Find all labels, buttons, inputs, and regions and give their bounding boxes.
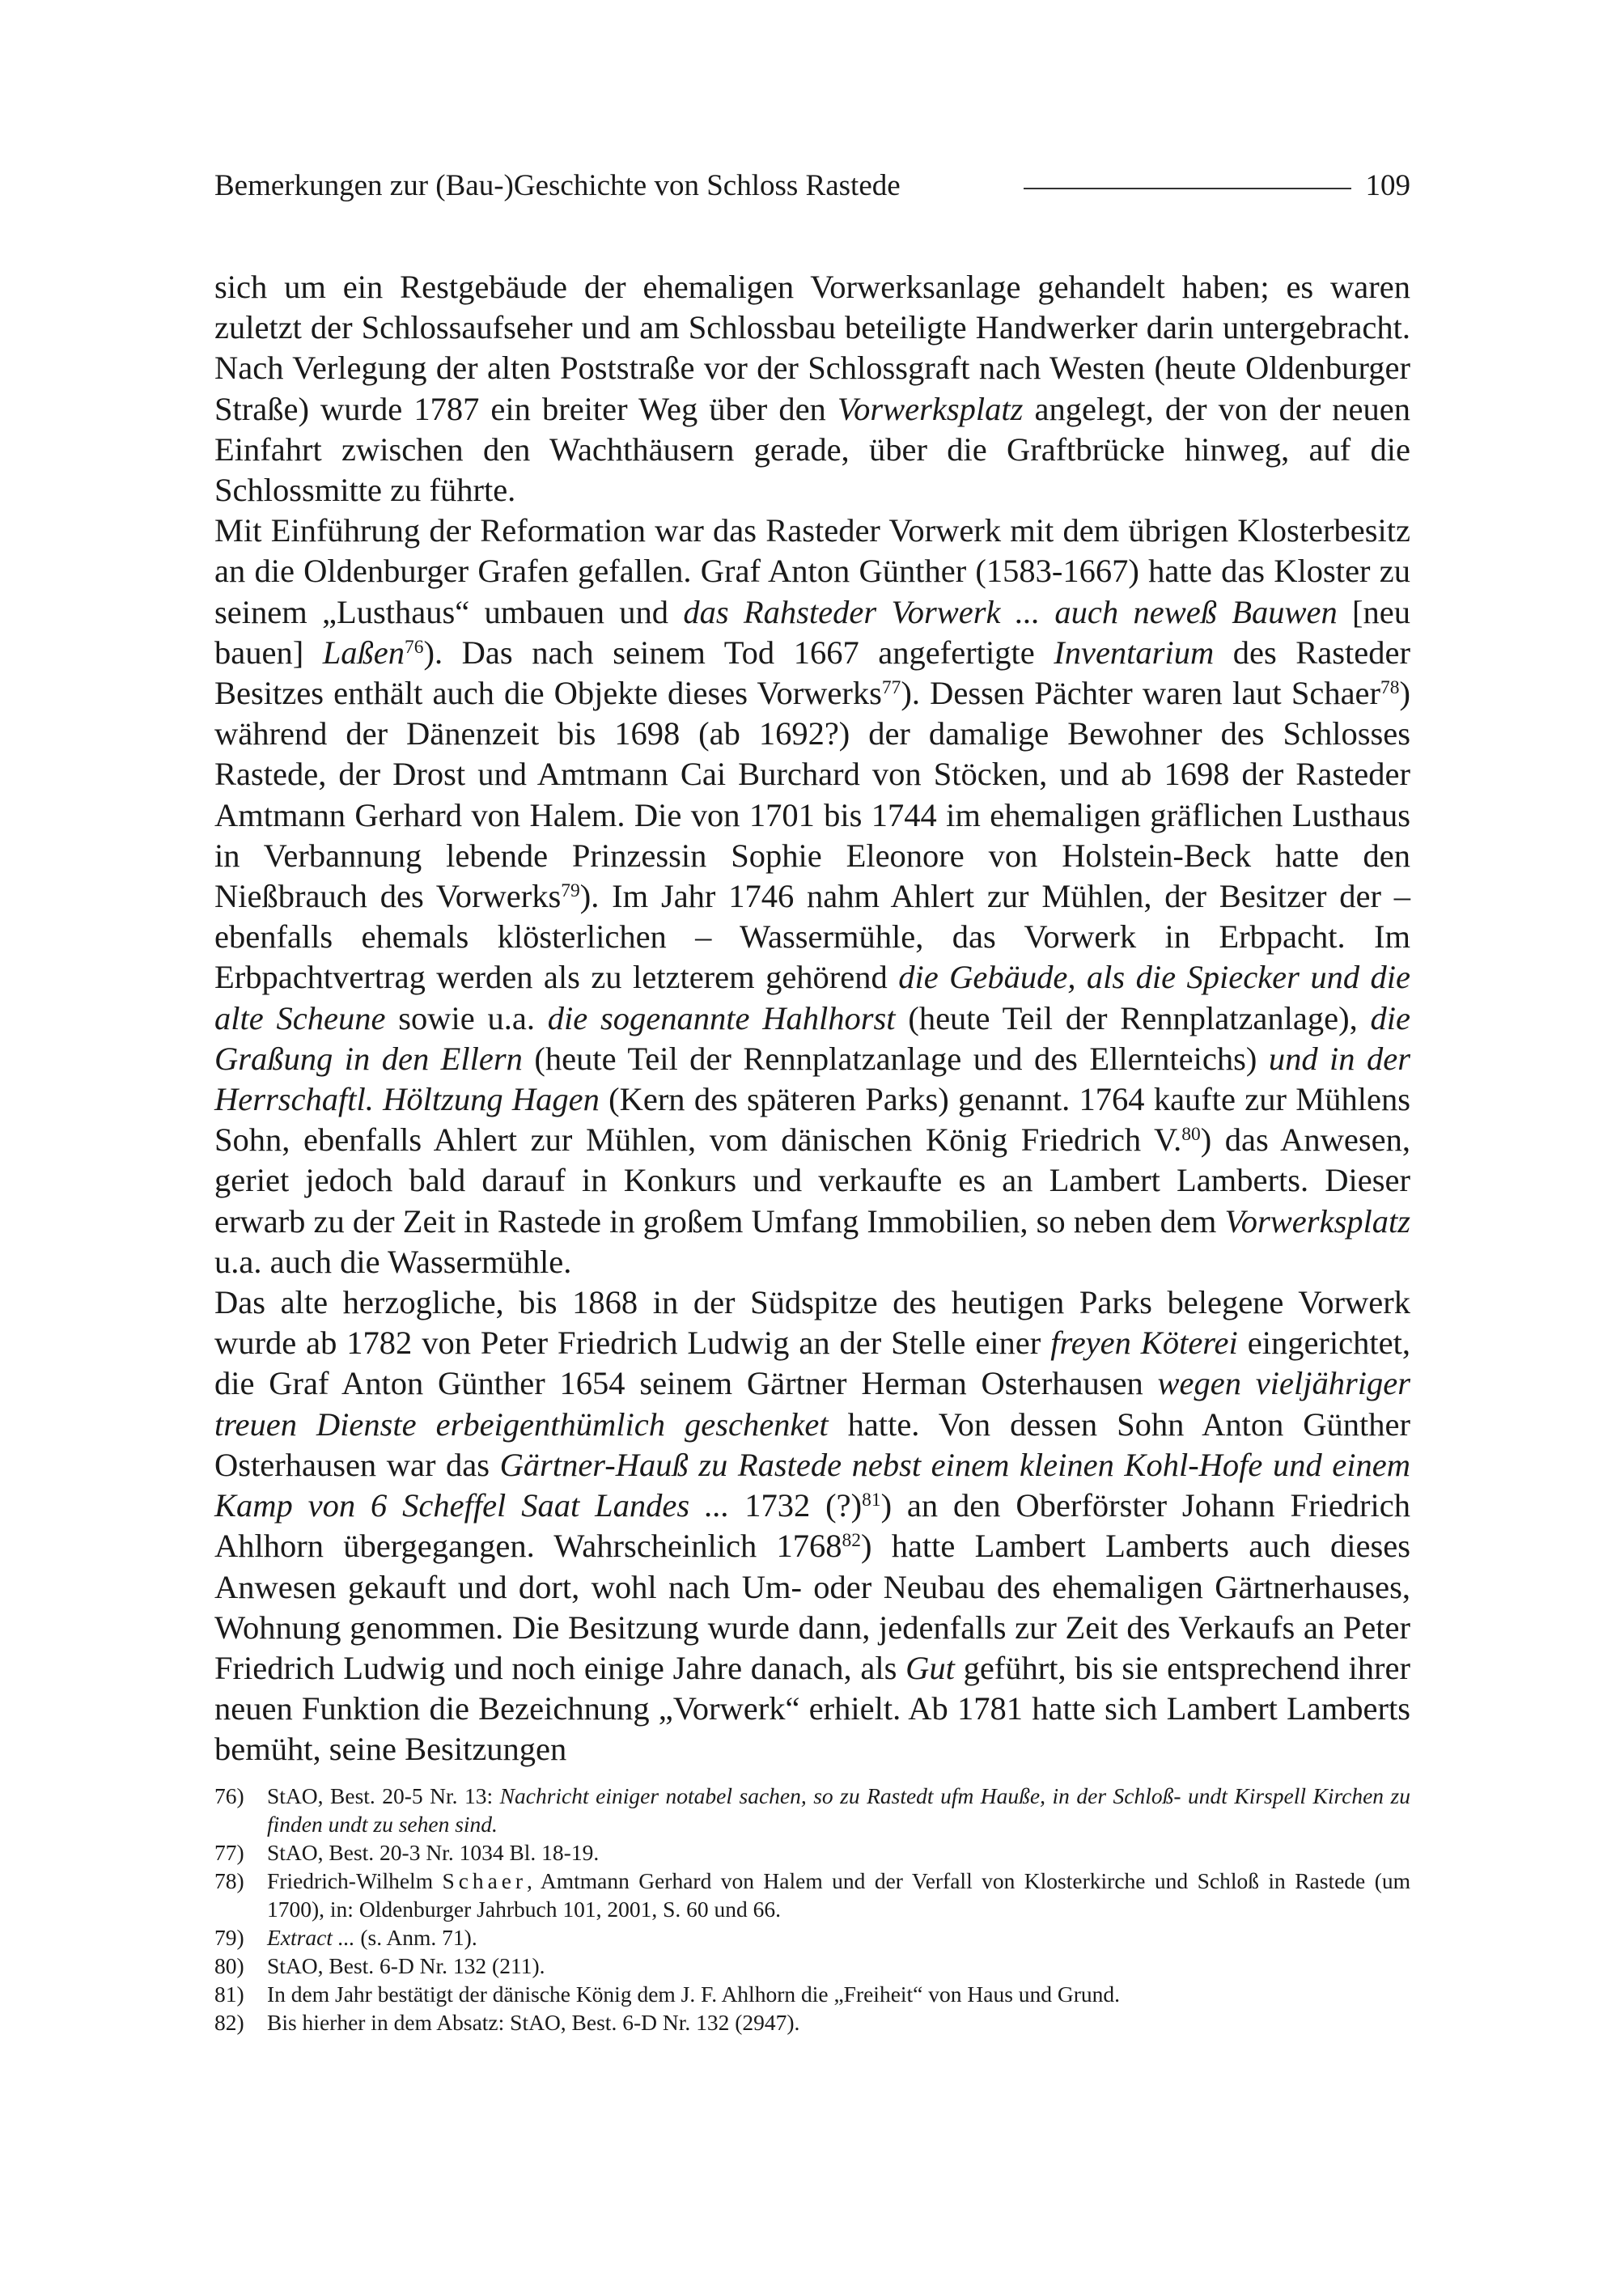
footnote-number: 77) bbox=[214, 1840, 244, 1865]
page-number: 109 bbox=[1365, 169, 1410, 202]
main-text bbox=[214, 267, 1410, 1770]
footnote bbox=[214, 1980, 1410, 2008]
text-run: (heute Teil der Rennplatzanlage), bbox=[895, 999, 1371, 1036]
text-run: sich um ein Restgebäude der ehemaligen Vorwerksanlage gehandelt haben; es waren zuletzt der Schlossaufseher und am Schlossbau beteiligte Handwerker darin untergebracht. Nach Verlegung der alten Poststraße vor der Schlossgraft nach Westen (heute Oldenburger Straße) wurde 1787 ein breiter Weg über den bbox=[214, 269, 1410, 427]
italic-text: die sogenannte Hahlhorst bbox=[547, 999, 896, 1036]
italic-text: Nachricht einiger notabel sachen, so zu Rastedt ufm Hauße, in der Schloß- undt Kirspell Kirchen zu finden undt zu sehen sind. bbox=[267, 1783, 1410, 1837]
italic-text: und in der Herrschaftl. Höltzung Hagen bbox=[214, 1040, 1411, 1118]
text-run: Das alte herzogliche, bis 1868 in der Südspitze des heutigen Parks belegene Vorwerk wurde ab 1782 von Peter Friedrich Ludwig an der Stelle einer bbox=[214, 1284, 1410, 1362]
text-run: ). Das nach seinem Tod 1667 angefertigte bbox=[423, 634, 1054, 671]
italic-text: Vorwerksplatz bbox=[1224, 1202, 1410, 1240]
footnote-ref: 78 bbox=[1380, 677, 1400, 699]
italic-text: freyen Köterei bbox=[1050, 1325, 1238, 1362]
text-run: ) an den Oberförster Johann Friedrich Ahlhorn übergegangen. Wahrscheinlich 1768 bbox=[214, 1487, 1411, 1565]
text-run: hatte. Von dessen Sohn Anton Günther Osterhausen war das bbox=[214, 1405, 1410, 1483]
text-run: , Amtmann Gerhard von Halem und der Verfall von Klosterkirche und Schloß in Rastede (um 1700), in: Oldenburger Jahrbuch 101, 2001, S. 60 und 66. bbox=[267, 1868, 1410, 1922]
text-run: angelegt, der von der neuen Einfahrt zwischen den Wachthäusern gerade, über die Graftbrücke hinweg, auf die Schlossmitte zu führte. bbox=[214, 390, 1410, 509]
text-run: StAO, Best. 20-5 Nr. 13: bbox=[267, 1783, 500, 1808]
text-run: StAO, Best. 6-D Nr. 132 (211). bbox=[267, 1953, 545, 1978]
footnote-number: 82) bbox=[214, 2010, 244, 2035]
footnote bbox=[214, 2008, 1410, 2037]
text-run: sowie u.a. bbox=[385, 999, 548, 1036]
footnote bbox=[214, 1838, 1410, 1867]
italic-text: Inventarium bbox=[1054, 634, 1215, 671]
footnote-number: 76) bbox=[214, 1783, 244, 1808]
footnote-ref: 81 bbox=[862, 1490, 881, 1511]
footnote-ref: 80 bbox=[1181, 1124, 1201, 1146]
italic-text: Laßen bbox=[322, 634, 405, 671]
text-run: Mit Einführung der Reformation war das Rasteder Vorwerk mit dem übrigen Klosterbesitz an die Oldenburger Grafen gefallen. Graf Anton Günther (1583-1667) hatte das Kloster zu seinem „Lusthaus“ umbauen und bbox=[214, 512, 1410, 630]
footnote-ref: 79 bbox=[561, 880, 580, 902]
running-header bbox=[214, 168, 1410, 204]
italic-text: die Graßung in den Ellern bbox=[214, 999, 1410, 1077]
text-run: Friedrich-Wilhelm bbox=[267, 1868, 443, 1893]
text-run: Bis hierher in dem Absatz: StAO, Best. 6-D Nr. 132 (2947). bbox=[267, 2010, 800, 2035]
footnote-ref: 77 bbox=[881, 677, 901, 699]
footnote-ref: 82 bbox=[842, 1530, 861, 1552]
text-run: geführt, bis sie entsprechend ihrer neuen Funktion die Bezeichnung „Vorwerk“ erhielt. Ab 1781 hatte sich Lambert Lamberts bemüht, seine Besitzungen bbox=[214, 1649, 1410, 1768]
header-rule bbox=[1024, 188, 1351, 189]
text-run: In dem Jahr bestätigt der dänische König dem J. F. Ahlhorn die „Freiheit“ von Haus und Grund. bbox=[267, 1981, 1121, 2007]
text-run: des Rasteder Besitzes enthält auch die Objekte dieses Vorwerks bbox=[214, 634, 1410, 712]
paragraph bbox=[214, 511, 1410, 1282]
footnote-ref: 76 bbox=[405, 636, 424, 658]
footnote-number: 81) bbox=[214, 1981, 244, 2007]
text-run: [neu bauen] bbox=[214, 593, 1410, 671]
text-run: 1732 (?) bbox=[729, 1487, 863, 1524]
text-run: ) das Anwesen, geriet jedoch bald darauf in Konkurs und verkaufte es an Lambert Lamberts. Dieser erwarb zu der Zeit in Rastede in großem Umfang Immobilien, so neben dem bbox=[214, 1121, 1410, 1240]
footnote bbox=[214, 1952, 1410, 1980]
footnote bbox=[214, 1782, 1410, 1838]
italic-text: Gärtner-Hauß zu Rastede nebst einem kleinen Kohl-Hofe und einem Kamp von 6 Scheffel Saat Landes ... bbox=[214, 1446, 1410, 1524]
italic-text: wegen vieljähriger treuen Dienste erbeigenthümlich geschenket bbox=[214, 1365, 1410, 1443]
footnote bbox=[214, 1923, 1410, 1952]
text-run: u.a. auch die Wassermühle. bbox=[214, 1243, 572, 1280]
text-run: Schaer bbox=[442, 1868, 528, 1893]
text-run: StAO, Best. 20-3 Nr. 1034 Bl. 18-19. bbox=[267, 1840, 600, 1865]
text-run: (heute Teil der Rennplatzanlage und des Ellernteichs) bbox=[522, 1040, 1269, 1077]
italic-text: Vorwerksplatz bbox=[837, 390, 1024, 427]
footnote-number: 79) bbox=[214, 1925, 244, 1950]
paragraph bbox=[214, 1282, 1410, 1770]
italic-text: die Gebäude, als die Spiecker und die alte Scheune bbox=[214, 959, 1410, 1036]
text-run: ) während der Dänenzeit bis 1698 (ab 1692?) der damalige Bewohner des Schlosses Rastede, der Drost und Amtmann Cai Burchard von Stöcken, und ab 1698 der Rasteder Amtmann Gerhard von Halem. Die von 1701 bis 1744 im ehemaligen gräflichen Lusthaus in Verbannung lebende Prinzessin Sophie Eleonore von Holstein-Beck hatte den Nießbrauch des Vorwerks bbox=[214, 675, 1410, 915]
footnote-number: 78) bbox=[214, 1868, 244, 1893]
text-run: ). Dessen Pächter waren laut Schaer bbox=[901, 675, 1381, 712]
text-run: eingerichtet, die Graf Anton Günther 1654 seinem Gärtner Herman Osterhausen bbox=[214, 1325, 1410, 1402]
italic-text: Extract ... bbox=[267, 1925, 355, 1950]
text-run: ). Im Jahr 1746 nahm Ahlert zur Mühlen, der Besitzer der – ebenfalls ehemals klösterlichen – Wassermühle, das Vorwerk in Erbpacht. Im Erbpachtvertrag werden als zu letzterem gehörend bbox=[214, 878, 1411, 996]
italic-text: das Rahsteder Vorwerk ... auch neweß Bauwen bbox=[683, 593, 1338, 630]
running-title: Bemerkungen zur (Bau-)Geschichte von Schloss Rastede bbox=[214, 169, 901, 202]
footnote bbox=[214, 1867, 1410, 1923]
text-run: ) hatte Lambert Lamberts auch dieses Anwesen gekauft und dort, wohl nach Um- oder Neubau des ehemaligen Gärtnerhauses, Wohnung genommen. Die Besitzung wurde dann, jedenfalls zur Zeit des Verkaufs an Peter Friedrich Ludwig und noch einige Jahre danach, als bbox=[214, 1528, 1410, 1686]
text-run: (Kern des späteren Parks) genannt. 1764 kaufte zur Mühlens Sohn, ebenfalls Ahlert zur Mühlen, vom dänischen König Friedrich V. bbox=[214, 1081, 1410, 1159]
footnotes bbox=[214, 1782, 1410, 2037]
text-run: (s. Anm. 71). bbox=[354, 1925, 477, 1950]
paragraph bbox=[214, 267, 1410, 511]
italic-text: Gut bbox=[905, 1649, 955, 1686]
footnote-number: 80) bbox=[214, 1953, 244, 1978]
